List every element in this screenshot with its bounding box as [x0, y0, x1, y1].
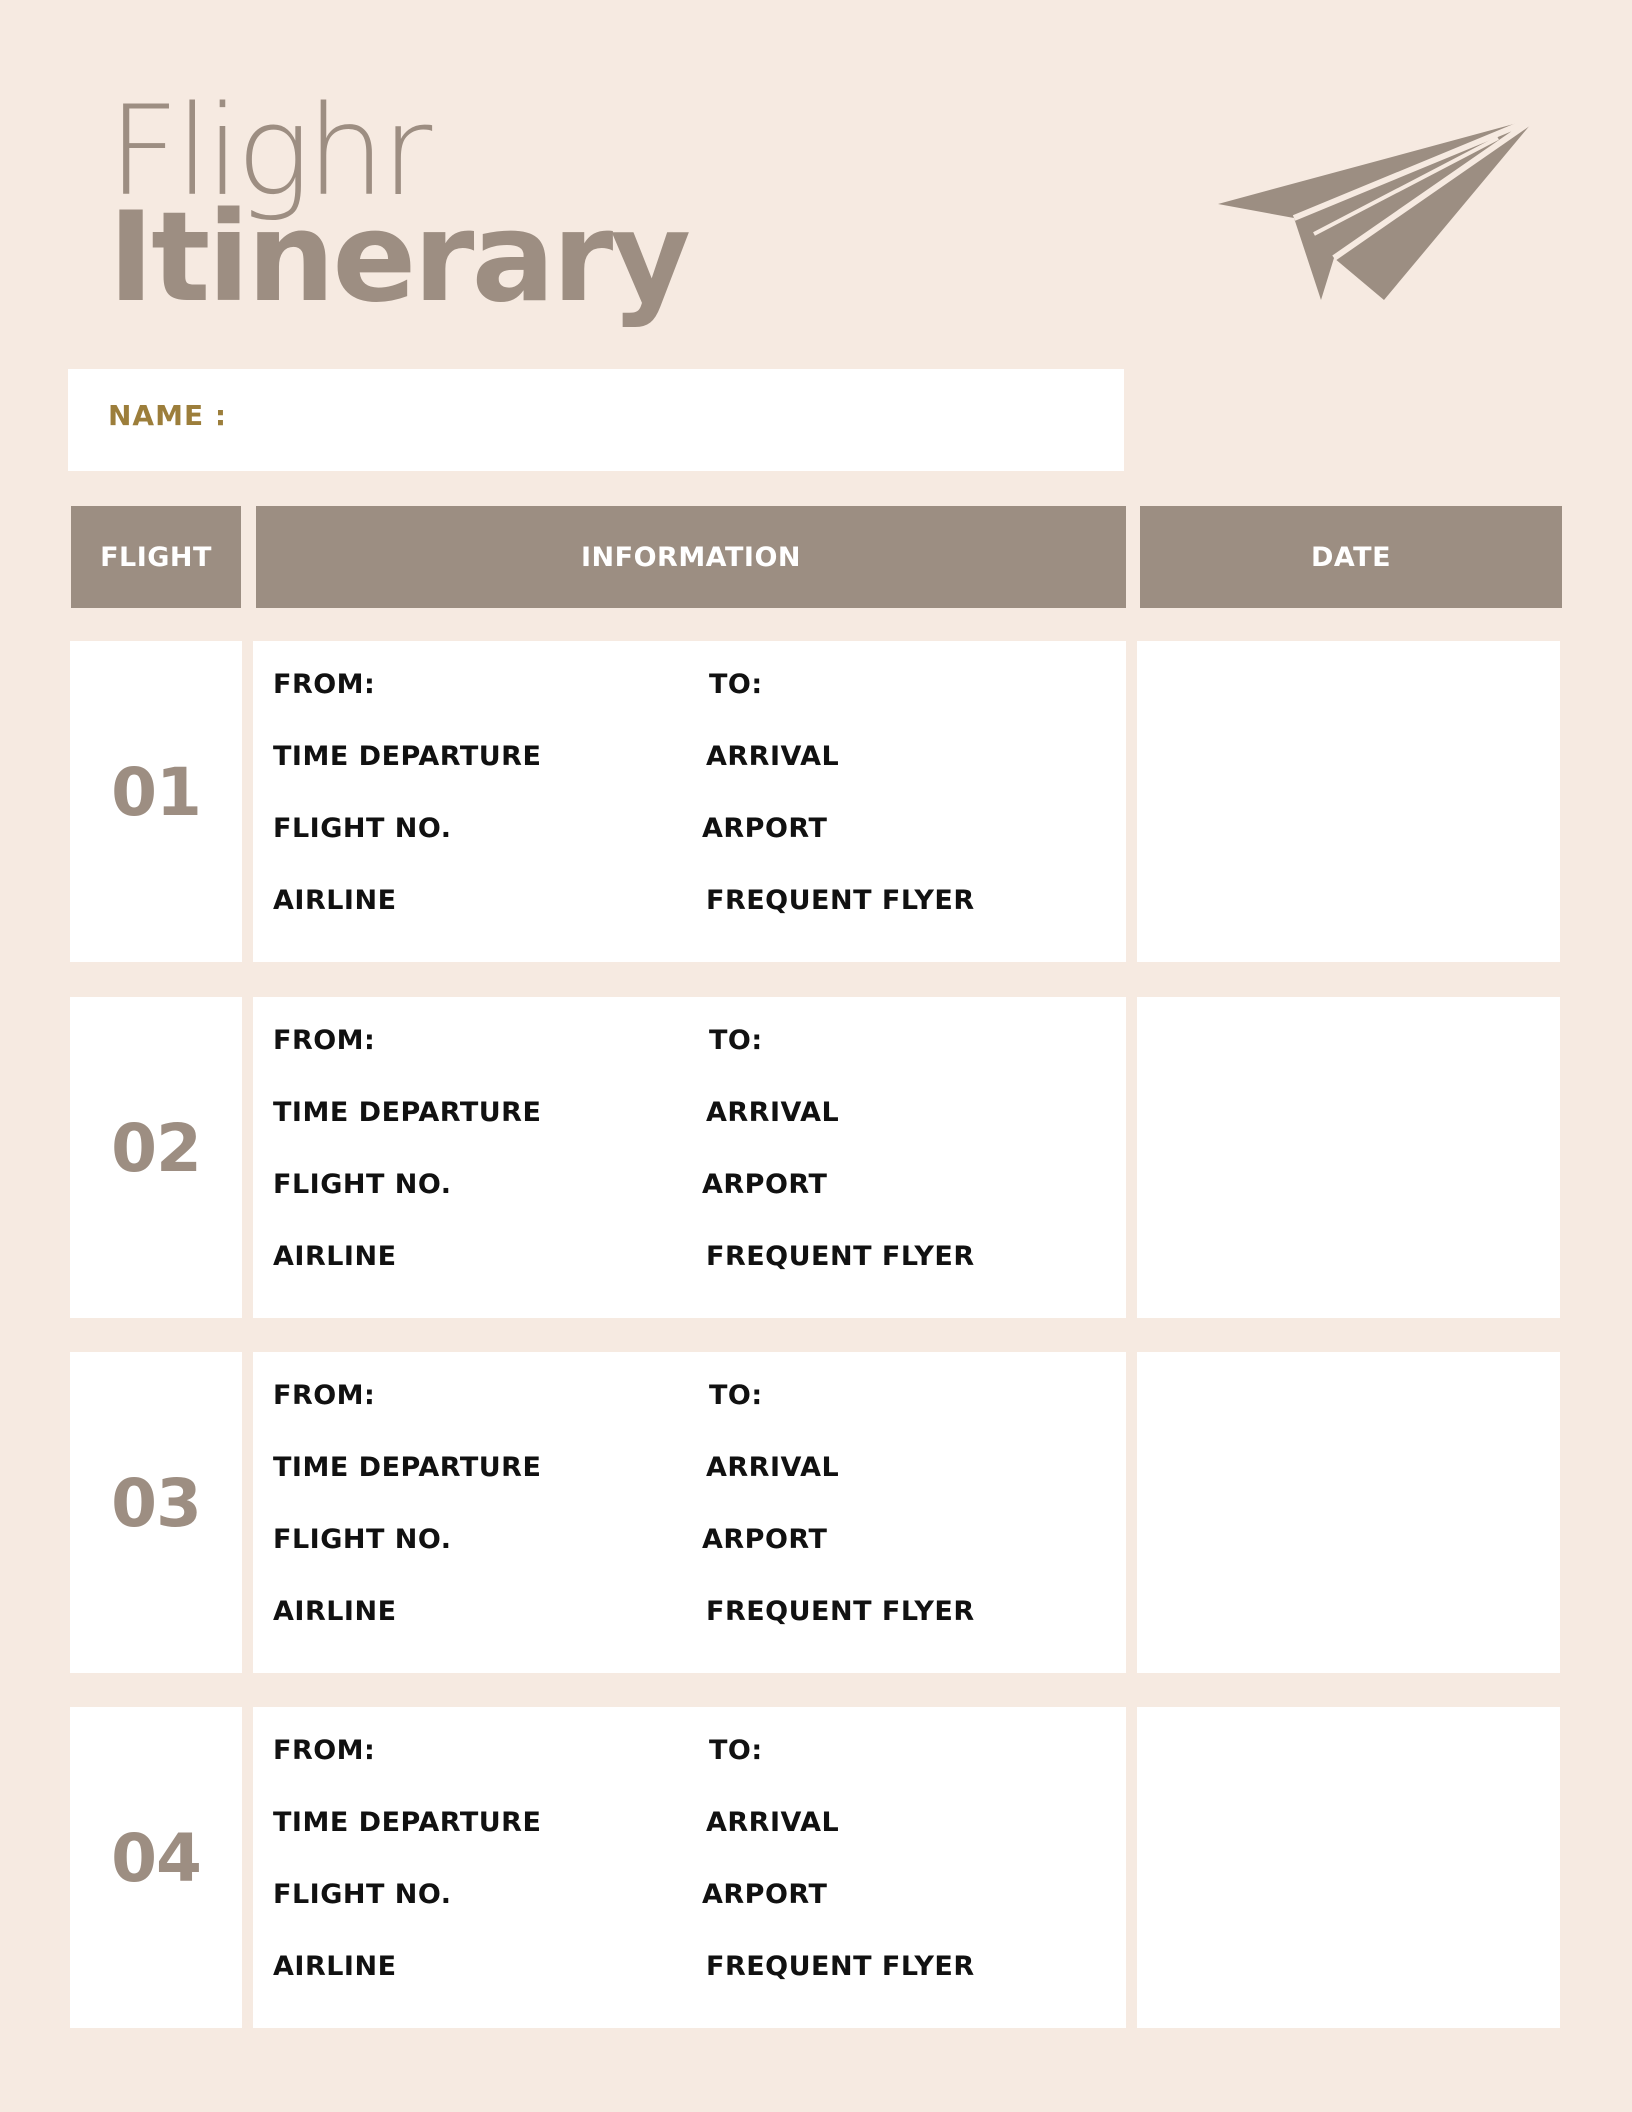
airport-label: ARPORT [702, 1169, 828, 1200]
frequent-flyer-label: FREQUENT FLYER [706, 885, 975, 916]
date-cell[interactable] [1137, 997, 1560, 1318]
flight-no-label: FLIGHT NO. [273, 813, 452, 844]
arrival-label: ARRIVAL [706, 1807, 840, 1838]
time-departure-label: TIME DEPARTURE [273, 1452, 542, 1483]
to-label: TO: [709, 1025, 763, 1056]
time-departure-label: TIME DEPARTURE [273, 741, 542, 772]
from-label: FROM: [273, 1735, 376, 1766]
flight-info-cell[interactable] [253, 997, 1126, 1318]
from-label: FROM: [273, 669, 376, 700]
flight-info-cell[interactable] [253, 1352, 1126, 1673]
column-header-flight: FLIGHT [71, 506, 241, 608]
flight-info-cell[interactable] [253, 1707, 1126, 2028]
airline-label: AIRLINE [273, 1596, 397, 1627]
date-cell[interactable] [1137, 1352, 1560, 1673]
flight-no-label: FLIGHT NO. [273, 1169, 452, 1200]
arrival-label: ARRIVAL [706, 1097, 840, 1128]
frequent-flyer-label: FREQUENT FLYER [706, 1951, 975, 1982]
column-header-date: DATE [1140, 506, 1562, 608]
airline-label: AIRLINE [273, 1241, 397, 1272]
date-cell[interactable] [1137, 641, 1560, 962]
to-label: TO: [709, 1380, 763, 1411]
from-label: FROM: [273, 1380, 376, 1411]
flight-number-cell [70, 1707, 242, 2028]
flight-number: 04 [111, 1820, 201, 1897]
flight-no-label: FLIGHT NO. [273, 1879, 452, 1910]
name-label: NAME : [108, 399, 228, 432]
arrival-label: ARRIVAL [706, 1452, 840, 1483]
from-label: FROM: [273, 1025, 376, 1056]
paper-plane-icon [1218, 116, 1538, 302]
title-line2: Itinerary [108, 186, 689, 330]
to-label: TO: [709, 669, 763, 700]
airport-label: ARPORT [702, 1524, 828, 1555]
time-departure-label: TIME DEPARTURE [273, 1807, 542, 1838]
airline-label: AIRLINE [273, 885, 397, 916]
time-departure-label: TIME DEPARTURE [273, 1097, 542, 1128]
name-field[interactable] [68, 369, 1124, 471]
airport-label: ARPORT [702, 813, 828, 844]
flight-number: 01 [111, 754, 201, 831]
frequent-flyer-label: FREQUENT FLYER [706, 1241, 975, 1272]
title-line1: Flighr [108, 80, 429, 224]
flight-number: 03 [111, 1465, 201, 1542]
flight-number-cell [70, 641, 242, 962]
flight-number: 02 [111, 1110, 201, 1187]
column-header-information: INFORMATION [256, 506, 1126, 608]
flight-info-cell[interactable] [253, 641, 1126, 962]
arrival-label: ARRIVAL [706, 741, 840, 772]
flight-number-cell [70, 997, 242, 1318]
flight-no-label: FLIGHT NO. [273, 1524, 452, 1555]
frequent-flyer-label: FREQUENT FLYER [706, 1596, 975, 1627]
date-cell[interactable] [1137, 1707, 1560, 2028]
to-label: TO: [709, 1735, 763, 1766]
airline-label: AIRLINE [273, 1951, 397, 1982]
flight-number-cell [70, 1352, 242, 1673]
airport-label: ARPORT [702, 1879, 828, 1910]
